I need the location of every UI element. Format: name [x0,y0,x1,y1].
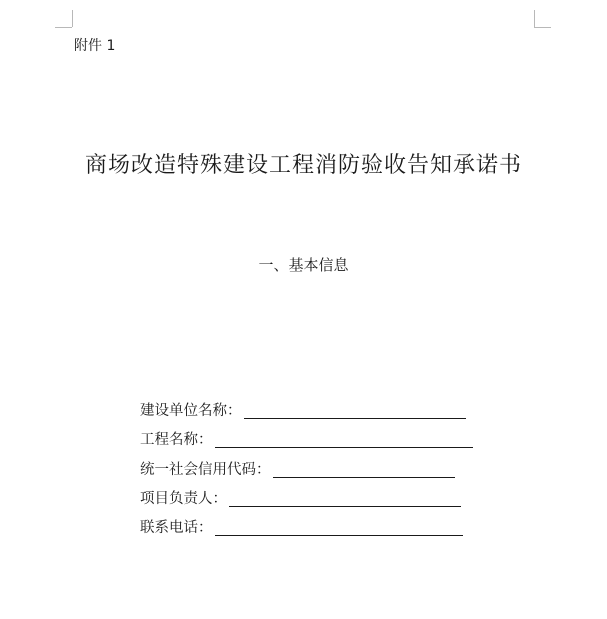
field-label-phone: 联系电话： [140,520,213,536]
margin-corner-mark-top-left [55,27,72,28]
form-field-phone [140,516,463,538]
fill-in-line-project-name[interactable] [215,431,473,448]
form-field-credit-code [140,458,455,480]
fill-in-line-phone[interactable] [215,519,463,536]
field-label-project-name: 工程名称： [140,432,213,448]
fill-in-line-construction-unit[interactable] [244,402,466,419]
margin-corner-mark-top-left [72,10,73,27]
attachment-label: 附件 1 [74,38,116,54]
fill-in-line-credit-code[interactable] [273,461,455,478]
form-field-project-lead [140,487,461,509]
field-label-project-lead: 项目负责人： [140,491,227,507]
field-label-construction-unit: 建设单位名称： [140,403,242,419]
margin-corner-mark-top-right [534,10,535,27]
fill-in-line-project-lead[interactable] [229,490,461,507]
field-label-credit-code: 统一社会信用代码： [140,462,271,478]
section-heading: 一、基本信息 [258,256,349,274]
document-title: 商场改造特殊建设工程消防验收告知承诺书 [84,153,522,178]
margin-corner-mark-top-right [534,27,551,28]
form-field-construction-unit [140,399,466,421]
form-field-project-name [140,428,473,450]
